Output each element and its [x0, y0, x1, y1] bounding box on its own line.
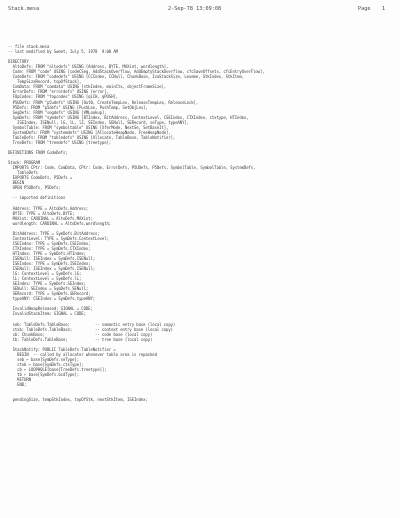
- code-line: -- imported definitions: [8, 195, 66, 201]
- page-label: Page: [358, 6, 371, 12]
- code-line: pendingSize, tempStkIndex, topOfStk, nextStkItem, ISEIndex;: [8, 397, 148, 403]
- code-line: tb ← base[SymDefs.bcdType];: [8, 372, 80, 378]
- code-line: BitAddress: TYPE = SymDefs.BitAddress;: [8, 230, 100, 236]
- page-number: 1: [382, 6, 386, 12]
- file-name: Stack.mesa: [8, 6, 40, 12]
- code-line: ContextLevel: TYPE = SymDefs.ContextLevel;: [8, 235, 109, 241]
- code-line: CSEIndex: TYPE = SymDefs.CSEIndex;: [8, 240, 91, 246]
- code-line: lG: ContextLevel = SymDefs.lG;: [8, 271, 82, 277]
- code-line: CTXIndex: TYPE = SymDefs.CTXIndex;: [8, 245, 91, 251]
- code-line: MAXint: CARDINAL = AltoDefs.MAXint;: [8, 215, 93, 221]
- code-line: SERecord: TYPE = SymDefs.SERecord;: [8, 291, 91, 297]
- code-line: InvalidHeapReleased: SIGNAL = CODE;: [8, 306, 93, 312]
- code-line: P5Defs: FROM "p5defs" USING [PushLex, PushTemp, SetObjLex],: [8, 104, 148, 110]
- code-line: tb: TableDefs.TableBase; -- tree base (local copy): [8, 336, 153, 342]
- code-line: BYTE: TYPE = AltoDefs.BYTE;: [8, 210, 75, 216]
- code-line: TableDefs: [8, 170, 38, 176]
- code-line: SENull: SEIndex = SymDefs.SENull;: [8, 286, 89, 292]
- code-line: P5UDefs: FROM "p5udefs" USING [Out0, CreateTempLex, ReleaseTempLex, ReleaseLock],: [8, 99, 199, 105]
- code-line: Stack: PROGRAM: [8, 160, 41, 166]
- code-line: DIRECTORY: [8, 59, 29, 65]
- code-line: OPEN P5UDefs, P5Defs;: [8, 185, 61, 191]
- code-line: BEGIN -- called by allocator whenever table area is repacked: [8, 351, 157, 357]
- code-line: BEGIN: [8, 180, 25, 186]
- code-line: DEFINITIONS FROM CodeDefs;: [8, 149, 68, 155]
- code-line: StackNotify: PUBLIC TableDefs.TableNotifier =: [8, 346, 116, 352]
- code-line: ctxb: TableDefs.TableBase; -- context entry base (local copy): [8, 326, 173, 332]
- code-line: ISENull: ISEIndex = SymDefs.ISENull;: [8, 255, 96, 261]
- code-line: SystemDefs: FROM "systemdefs" USING [AllocateHeapNode, FreeHeapNode],: [8, 129, 171, 135]
- code-line: TreeDefs: FROM "treedefs" USING [treetype];: [8, 139, 112, 145]
- code-line: END;: [8, 382, 27, 388]
- code-line: ComData: FROM "comdata" USING [stkIndex, mainCtx, objectFrameSize],: [8, 84, 167, 90]
- code-line: cb ← LOOPHOLE[base[TreeDefs.treetype]];: [8, 367, 107, 372]
- code-line: RETURN: [8, 377, 31, 383]
- code-line: -- file stack.mesa: [8, 44, 50, 49]
- code-line: ISEIndex, ISENull, lG, lL, lZ, SEIndex, SENull, SERecord, seType, typeANY],: [8, 119, 189, 125]
- code-line: wordlength: CARDINAL = AltoDefs.wordlength;: [8, 220, 112, 226]
- code-line: -- last modified by Sweet, July 5, 1978 9:00 AM: [8, 49, 118, 55]
- code-line: InvalidStackItem: SIGNAL = CODE;: [8, 311, 86, 317]
- code-line: ISENull: ISEIndex = SymDefs.ISENull;: [8, 266, 96, 272]
- source-listing: [8, 44, 396, 402]
- code-line: ErrorDefs: FROM "errordefs" USING [error],: [8, 89, 109, 95]
- code-line: SEIndex: TYPE = SymDefs.SEIndex;: [8, 281, 86, 287]
- code-line: ISEIndex: TYPE = SymDefs.ISEIndex;: [8, 261, 91, 267]
- code-line: HTIndex: TYPE = SymDefs.HTIndex;: [8, 250, 86, 256]
- code-line: seb ← base[SymDefs.seType];: [8, 356, 80, 362]
- code-line: TableDefs: FROM "tabledefs" USING [Allocate, TableBase, TableNotifier],: [8, 134, 176, 140]
- code-line: ctxb ← base[SymDefs.ctxType];: [8, 361, 84, 367]
- code-line: FOpCodes: FROM "fopcodes" USING [qLCH, qPUSH],: [8, 94, 118, 100]
- code-line: EXPORTS CodeDefs, P5Defs =: [8, 175, 73, 181]
- code-line: seb: TableDefs.TableBase; -- semantic entry base (local copy): [8, 321, 176, 327]
- code-line: IMPORTS CPtr: Code, ComData, CPtr: Code, ErrorDefs, P5UDefs, P5Defs, SymbolTable, SymbolTable, SystemDefs,: [8, 165, 256, 171]
- code-line: SegDefs: FROM "segdefs" USING [VMLookup],: [8, 109, 107, 115]
- code-line: AltoDefs: FROM "altodefs" USING [Address, BYTE, MAXint, wordlength],: [8, 64, 169, 70]
- code-line: TempSizeRecord, topOfStack],: [8, 79, 82, 85]
- code-line: typeANY: CSEIndex = SymDefs.typeANY;: [8, 296, 96, 302]
- code-line: cb: ChunkBase; -- code base (local copy): [8, 331, 153, 337]
- print-datetime: 2-Sep-78 13:09:08: [168, 6, 222, 12]
- code-line: lL: ContextLevel = SymDefs.lL;: [8, 276, 82, 282]
- code-line: Address: TYPE = AltoDefs.Address;: [8, 205, 89, 211]
- code-line: CodeDefs: FROM "codedefs" USING [CCIndex, CCNull, ChunkBase, IsaStackSize, Lexeme, StkIndex, StkItem,: [8, 74, 244, 80]
- code-line: Code: FROM "code" USING [codeCSeg, AddStackOverflow, AddEmptyStackOverflow, cfcSaveOffsets, cfcEntryOverFlow],: [8, 69, 265, 75]
- code-line: SymDefs: FROM "symdefs" USING [BTIndex, BitAddress, ContextLevel, CSEIndex, CTXIndex, ctxtype, HTIndex,: [8, 114, 249, 120]
- code-line: SymbolTable: FROM "symboltable" USING [XferMode, NextSe, SetBaseIt],: [8, 124, 169, 130]
